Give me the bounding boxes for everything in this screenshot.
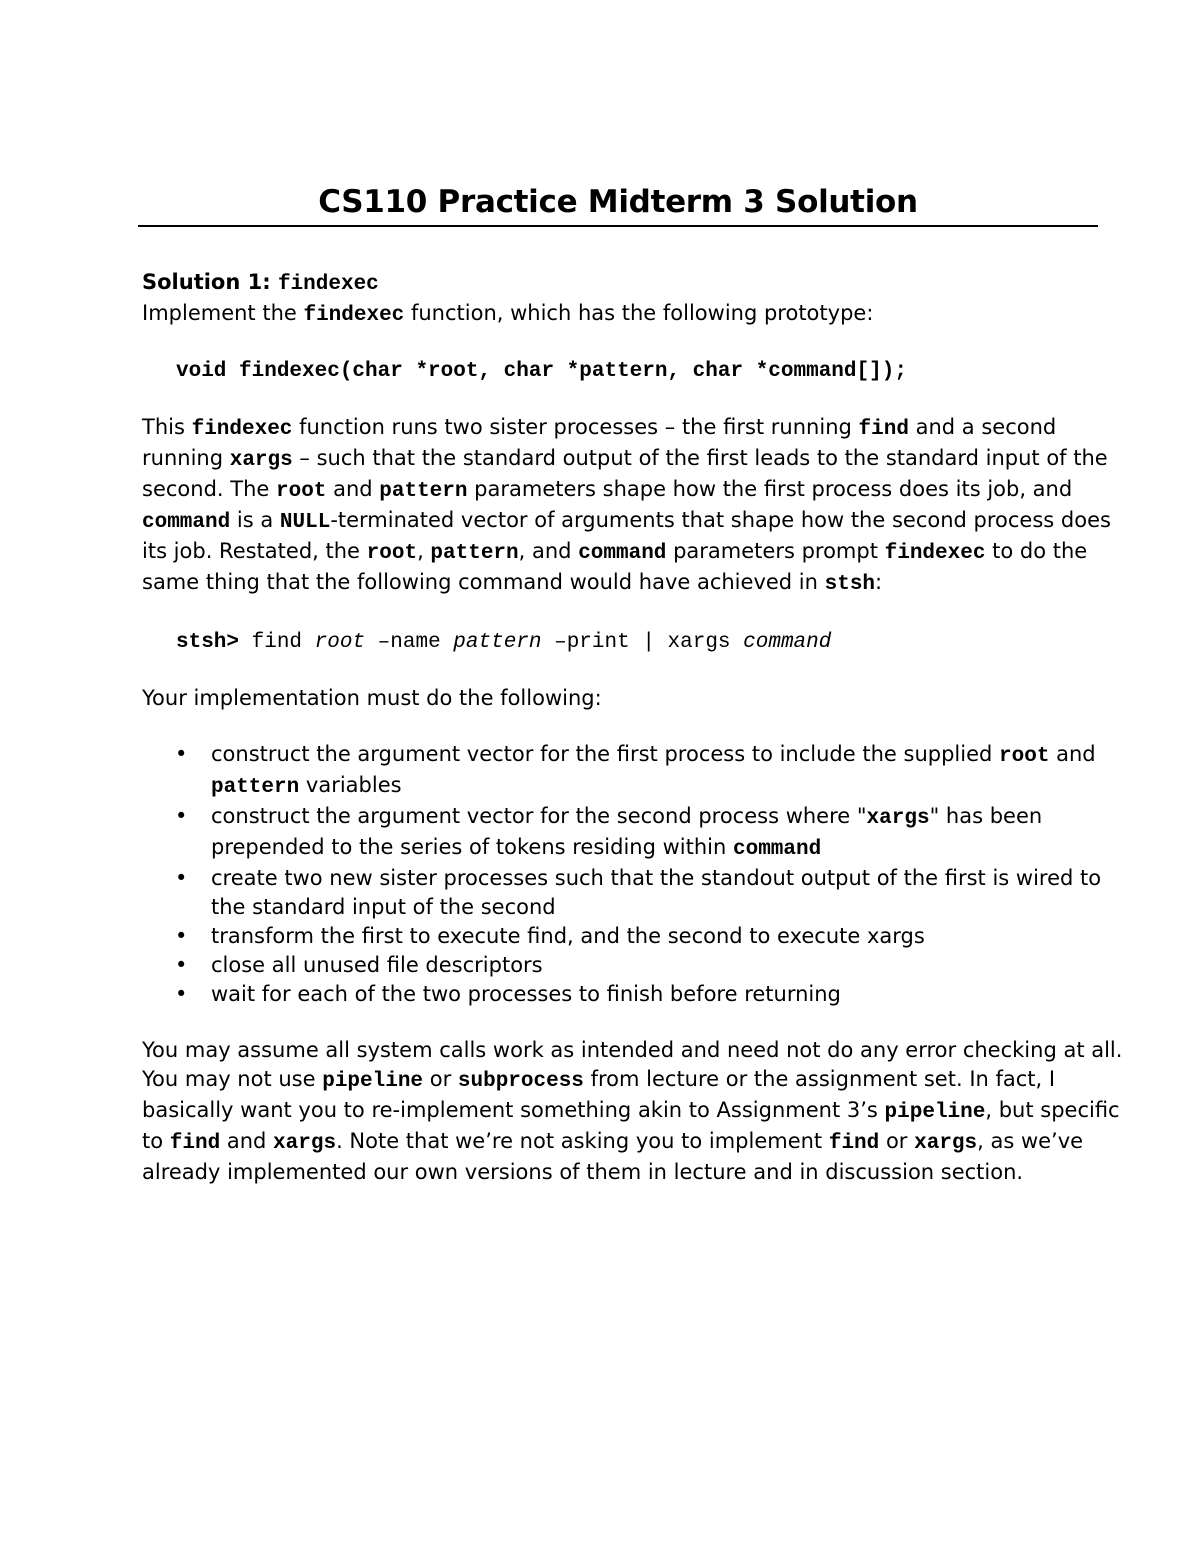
desc-text: and a second running [142,415,1057,470]
desc-code: stsh [824,573,876,596]
req-text: construct the argument vector for the second process where " [211,804,867,828]
requirements-list [142,740,1132,1009]
shell-prompt: stsh> [176,631,240,654]
closing-code: pipeline [322,1070,424,1093]
closing-code: xargs [914,1132,978,1155]
closing-code: find [169,1132,221,1155]
list-item [142,980,1132,1009]
function-prototype: void findexec(char *root, char *pattern, char *command[]); [176,360,907,383]
desc-text: to do the same thing that the following command would have achieved in [142,539,1088,594]
closing-code: xargs [273,1132,337,1155]
req-text: wait for each of the two processes to finish before returning [211,982,841,1006]
intro-paragraph [142,299,1132,330]
closing-code: subprocess [457,1070,584,1093]
list-item [142,802,1132,864]
bullet-icon: • [175,982,188,1006]
req-text: variables [299,773,402,797]
bullet-icon: • [175,953,188,977]
closing-text: You may assume all system calls work as intended and need not do any error checking at all. You may not use [142,1038,1123,1091]
desc-text: parameters shape how the first process does its job, and [467,477,1073,501]
bullet-icon: • [175,866,188,890]
intro-text-2: function, which has the following prototype: [404,301,874,325]
closing-paragraph [142,1036,1132,1187]
desc-text: and [326,477,380,501]
closing-text: from lecture or the assignment set. In fact, I basically want you to re-implement something akin to Assignment 3’s [142,1067,1056,1122]
req-code: command [732,838,822,861]
desc-code: command [578,542,667,565]
document-body [142,268,1132,1187]
page-title: CS110 Practice Midterm 3 Solution [318,184,918,220]
desc-code: xargs [229,449,293,472]
bullet-icon: • [175,804,188,828]
shell-command-arg: command [743,631,832,654]
closing-text: . Note that we’re not asking you to implement [336,1129,829,1153]
desc-text: – such that the standard output of the first leads to the standard input of the second. The [142,446,1108,501]
section-heading-code: findexec [277,273,379,296]
desc-text: , [417,539,431,563]
shell-pattern-arg: pattern [453,631,542,654]
desc-code: findexec [884,542,986,565]
shell-find: find [239,631,315,654]
closing-code: find [828,1132,880,1155]
section-heading-text: Solution 1: [142,270,278,294]
desc-text: , and [518,539,579,563]
desc-code: findexec [191,418,293,441]
shell-print-pipe: –print | xargs [541,631,744,654]
desc-code: command [142,511,231,534]
closing-text: or [423,1067,458,1091]
desc-text: parameters prompt [666,539,885,563]
description-paragraph [142,413,1132,599]
req-text: and [1049,742,1096,766]
list-item [142,864,1132,922]
desc-code: pattern [430,542,519,565]
intro-text-1: Implement the [142,301,304,325]
closing-text: and [220,1129,274,1153]
section-heading [142,268,1132,299]
req-text: close all unused file descriptors [211,953,543,977]
list-item [142,740,1132,802]
title-underline [138,225,1098,227]
closing-code: pipeline [884,1101,986,1124]
req-text: create two new sister processes such that the standout output of the first is wired to the standard input of the second [211,866,1102,919]
closing-text: or [879,1129,915,1153]
list-item [142,951,1132,980]
desc-code: root [275,480,327,503]
desc-text: function runs two sister processes – the first running [292,415,859,439]
desc-text: : [875,570,883,594]
req-text: transform the first to execute find, and the second to execute xargs [211,924,925,948]
bullet-icon: • [175,742,188,766]
list-item [142,922,1132,951]
desc-code: root [366,542,418,565]
closing-text: , as we’ve already implemented our own versions of them in lecture and in discussion section. [142,1129,1084,1184]
desc-text: is a [230,508,280,532]
req-code: xargs [866,807,930,830]
desc-text: -terminated vector of arguments that shape how the second process does its job. Restated, the [142,508,1111,563]
desc-code: find [858,418,909,441]
desc-text: This [142,415,192,439]
req-text: " has been prepended to the series of tokens residing within [211,804,1043,859]
shell-command-example [142,626,1132,657]
desc-code: NULL [279,511,331,534]
shell-root-arg: root [314,631,366,654]
shell-name-flag: –name [365,631,454,654]
req-code: pattern [211,776,300,799]
requirements-intro: Your implementation must do the following: [142,686,602,710]
bullet-icon: • [175,924,188,948]
intro-code-1: findexec [303,304,405,327]
req-code: root [999,745,1050,768]
closing-text: , but specific to [142,1098,1120,1153]
desc-code: pattern [379,480,468,503]
req-text: construct the argument vector for the first process to include the supplied [211,742,1000,766]
